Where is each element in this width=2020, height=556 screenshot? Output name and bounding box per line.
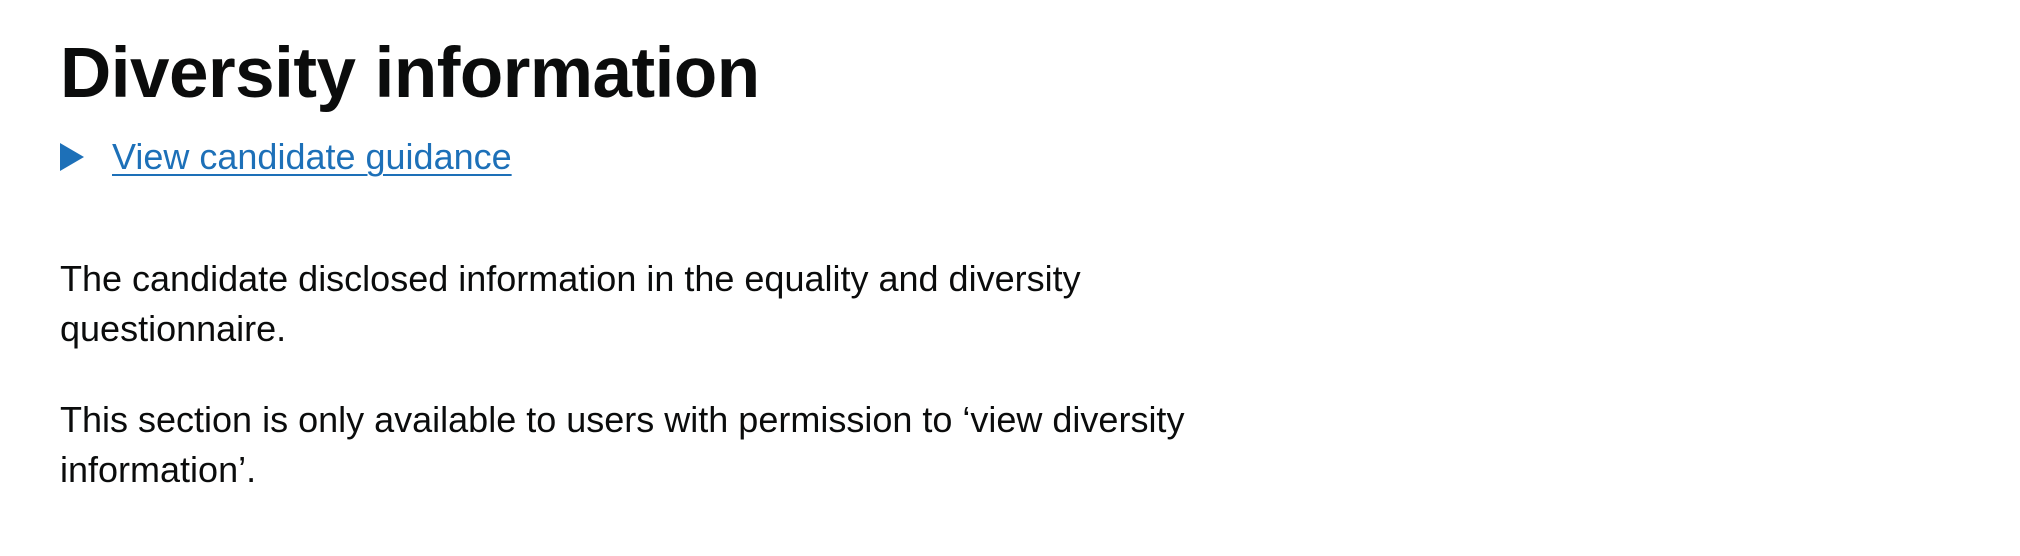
triangle-right-icon [60,143,84,171]
candidate-guidance-details-toggle[interactable] [60,132,512,182]
permission-paragraph: This section is only available to users with permission to ‘view diversity information’. [60,399,1185,490]
view-candidate-guidance-link[interactable]: View candidate guidance [112,136,512,177]
disclosure-paragraph: The candidate disclosed information in the equality and diversity questionnaire. [60,258,1081,349]
page-title: Diversity information [60,34,760,113]
